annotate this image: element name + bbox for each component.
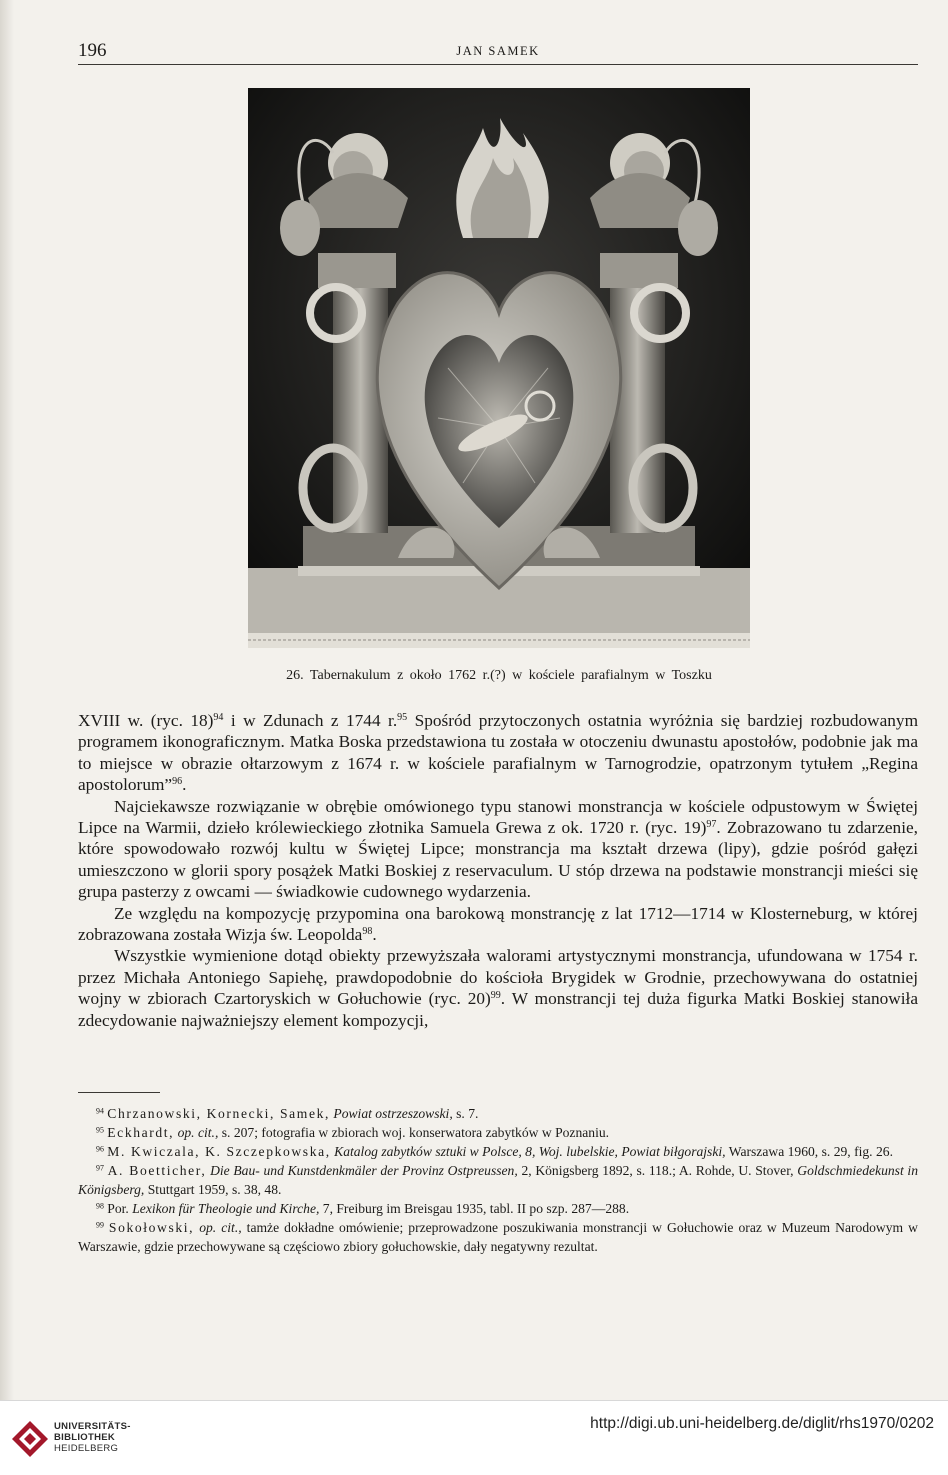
- page-header: [78, 38, 918, 65]
- footnote-ref[interactable]: 99: [490, 990, 501, 1002]
- footnote-number: 97: [96, 1163, 104, 1173]
- footnote: [78, 1218, 918, 1256]
- footnote-text: s. 7.: [452, 1106, 479, 1121]
- paragraph: [78, 945, 918, 1031]
- library-name-line: BIBLIOTHEK: [54, 1432, 116, 1443]
- footnote-author: A. Boetticher,: [107, 1163, 207, 1178]
- footnote-ref[interactable]: 98: [362, 926, 373, 938]
- source-url-link[interactable]: http://digi.ub.uni-heidelberg.de/diglit/rhs1970/0202: [590, 1415, 934, 1432]
- footnote-divider: [78, 1092, 160, 1093]
- footnote-title: op. cit.,: [199, 1220, 242, 1235]
- library-name-line: UNIVERSITÄTS-: [54, 1421, 131, 1432]
- text-run: Najciekawsze rozwiązanie w obrębie omówionego typu stanowi monstrancja w kościele odpustowym w Świętej Lipce na Warmii, dzieło królewieckiego złotnika Samuela Grewa z ok. 1720 r. (ryc. 19): [78, 796, 918, 838]
- footnote-title: Powiat ostrzeszowski,: [333, 1106, 453, 1121]
- footnote-title: Die Bau- und Kunstdenkmäler der Provinz Ostpreussen,: [210, 1163, 518, 1178]
- footnote-text: 7, Freiburg im Breisgau 1935, tabl. II po szp. 287—288.: [319, 1201, 630, 1216]
- footnote-title: Lexikon für Theologie und Kirche,: [132, 1201, 320, 1216]
- footnote-ref[interactable]: 95: [397, 711, 408, 723]
- text-run: Spośród przytoczonych ostatnia wyróżnia się bardziej rozbudowanym programem ikonograficznym. Matka Boska przedstawiona tu została w otoczeniu dwunastu apostołów, podobnie jak ma to miejsce w obrazie ołtarzowym z 1674 r. w kościele parafialnym w Tarnogrodzie, opatrzonym tytułem „Regina apostolorum”: [78, 711, 919, 795]
- footnote-number: 96: [96, 1144, 104, 1154]
- footnote-number: 98: [96, 1201, 104, 1211]
- text-run: . Zobrazowano tu zdarzenie, które spowodowało rozwój kultu w Świętej Lipce; monstrancja ma kształt drzewa (lipy), gdzie pośród gałęzi umieszczono w glorii spory posążek Matki Boskiej z reservaculum. U stóp drzewa na podstawie monstrancji mieści się grupa pasterzy z owcami — świadkowie cudownego wydarzenia.: [78, 818, 918, 902]
- text-run: . W monstrancji tej duża figurka Matki Boskiej stanowiła zdecydowanie najważniejszy element kompozycji,: [78, 989, 918, 1030]
- footnote: [78, 1123, 918, 1142]
- footnote-number: 94: [96, 1106, 104, 1116]
- body-text: [78, 710, 918, 1031]
- footnote-number: 95: [96, 1125, 104, 1135]
- paragraph: [78, 796, 918, 903]
- paragraph: [78, 710, 918, 796]
- text-run: i w Zdunach z 1744 r.: [223, 711, 398, 730]
- footnotes: [78, 1104, 918, 1256]
- figure-photograph: [248, 88, 750, 648]
- footnote-text: s. 207; fotografia w zbiorach woj. konserwatora zabytków w Poznaniu.: [218, 1125, 610, 1140]
- footnote-text: 2, Königsberg 1892, s. 118.; A. Rohde, U. Stover,: [517, 1163, 794, 1178]
- library-logo-icon: [10, 1419, 50, 1459]
- footnote-ref[interactable]: 96: [172, 776, 183, 788]
- footnote-ref[interactable]: 97: [706, 819, 717, 831]
- footnote-author: Por.: [107, 1201, 129, 1216]
- library-name-line: HEIDELBERG: [54, 1443, 119, 1454]
- footnote-title: Goldschmiedekunst in Königsberg,: [78, 1163, 919, 1197]
- footnote-author: Chrzanowski, Kornecki, Samek,: [107, 1106, 330, 1121]
- text-run: XVIII w. (ryc. 18): [78, 711, 214, 730]
- footnote-author: M. Kwiczala, K. Szczepkowska,: [107, 1144, 331, 1159]
- footnote-author: Eckhardt,: [107, 1125, 175, 1140]
- footnote-author: Sokołowski,: [108, 1220, 195, 1235]
- running-head: JAN SAMEK: [456, 44, 540, 58]
- library-name: [54, 1421, 131, 1454]
- digitization-footer: [0, 1400, 948, 1475]
- footnote-text: Stuttgart 1959, s. 38, 48.: [144, 1182, 282, 1197]
- footnote-text: tamże dokładne omówienie; przeprowadzone poszukiwania monstrancji w Gołuchowie oraz w Muzeum Narodowym w Warszawie, gdzie przechowywane są częściowo zbiory gołuchowskie, dały negatywny rezultat.: [78, 1220, 918, 1254]
- footnote-ref[interactable]: 94: [213, 711, 224, 723]
- tabernacle-photo: [248, 88, 750, 648]
- footnote-title: Katalog zabytków sztuki w Polsce, 8, Woj. lubelskie, Powiat biłgorajski,: [334, 1144, 726, 1159]
- text-run: .: [182, 775, 187, 795]
- footnote-number: 99: [96, 1220, 104, 1230]
- footnote: [78, 1199, 918, 1218]
- footnote: [78, 1142, 918, 1161]
- text-run: Ze względu na kompozycję przypomina ona barokową monstrancję z lat 1712—1714 w Klosterneburg, w której zobrazowana została Wizja św. Leopolda: [78, 903, 918, 945]
- footnote: [78, 1104, 918, 1123]
- footnote-text: Warszawa 1960, s. 29, fig. 26.: [725, 1144, 893, 1159]
- figure-caption: 26. Tabernakulum z około 1762 r.(?) w kościele parafialnym w Toszku: [286, 668, 712, 683]
- footnote: [78, 1161, 918, 1199]
- text-run: .: [372, 925, 377, 945]
- text-run: Wszystkie wymienione dotąd obiekty przewyższała walorami artystycznymi monstrancja, ufundowana w 1754 r. przez Michała Antoniego Sapiehę, prawdopodobnie do kościoła Brygidek w Grodnie, przechowywana do ostatniej wojny w zbiorach Czartoryskich w Gołuchowie (ryc. 20): [78, 946, 918, 1009]
- footnote-title: op. cit.,: [177, 1125, 219, 1140]
- paragraph: [78, 903, 918, 946]
- page-number: 196: [78, 40, 107, 61]
